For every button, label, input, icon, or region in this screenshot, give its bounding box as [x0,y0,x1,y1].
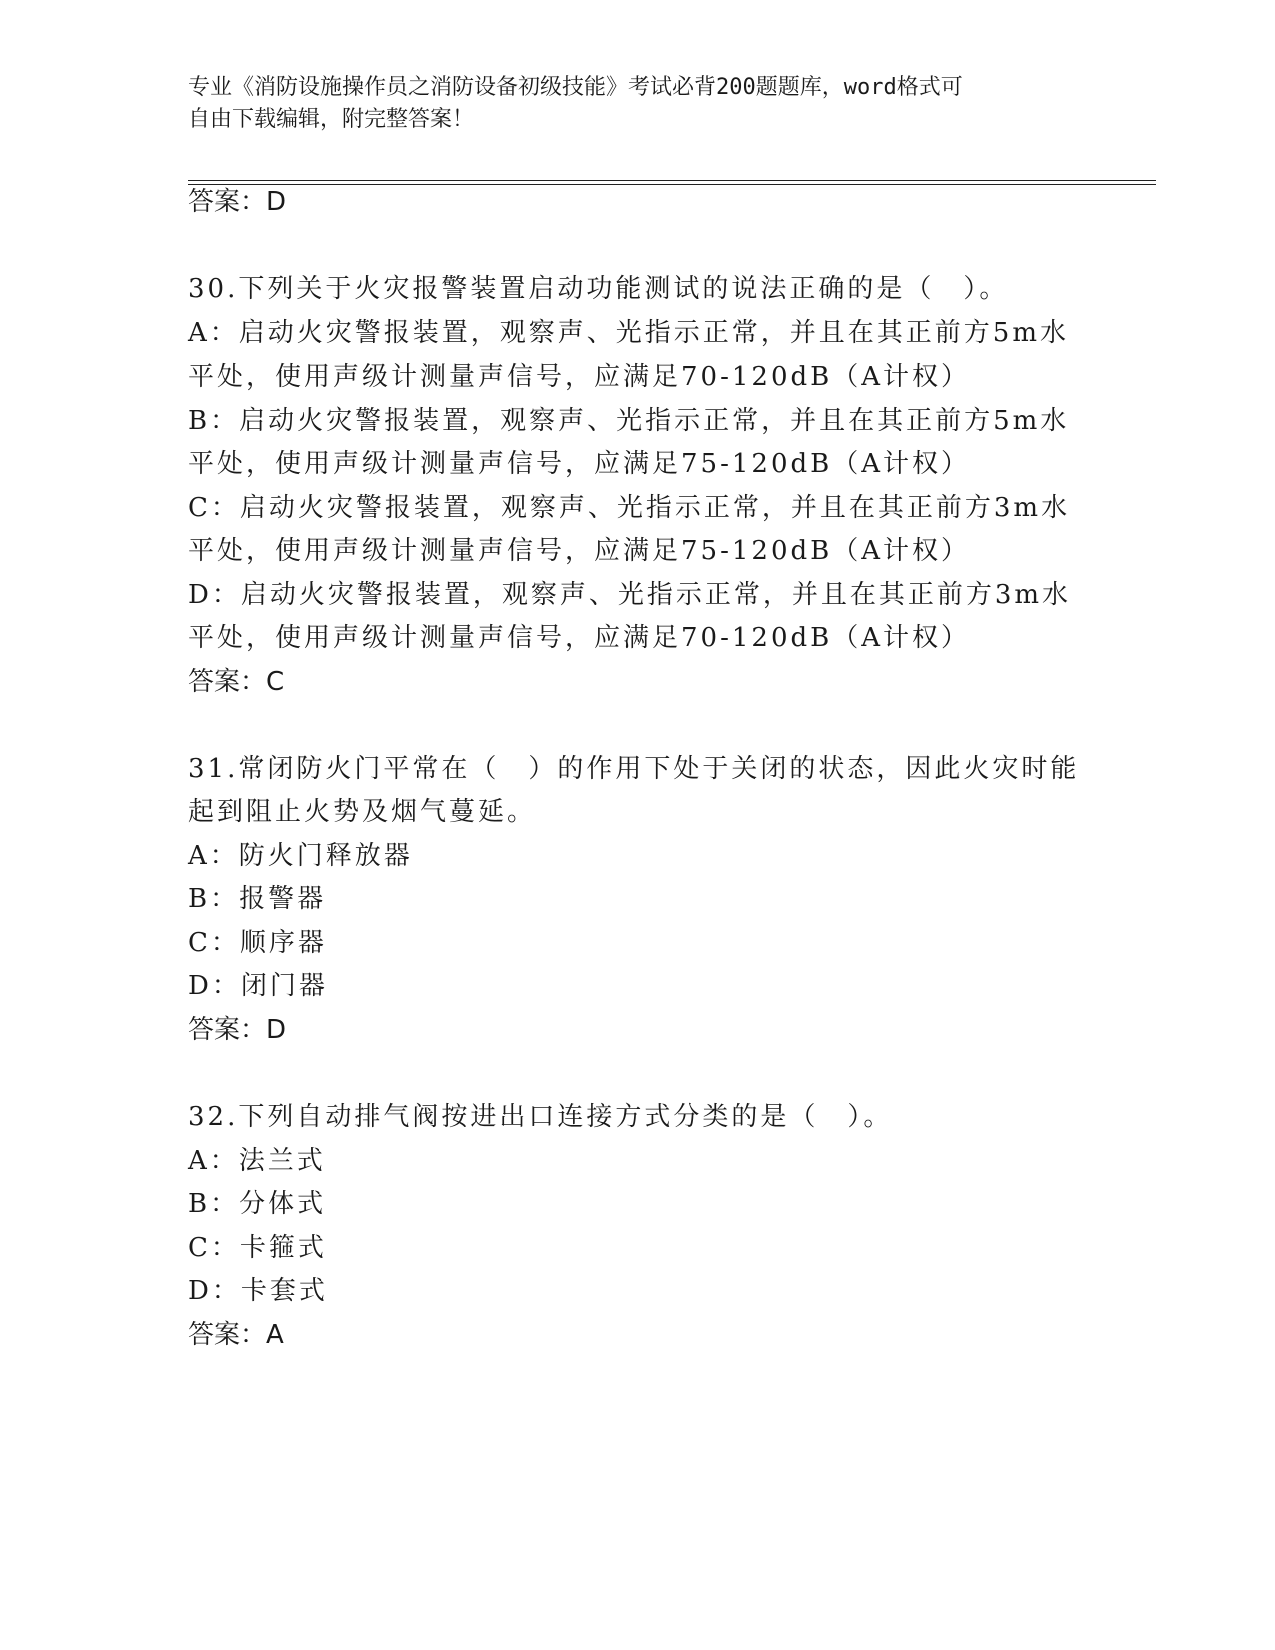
q30-option-d-line-2: 平处，使用声级计测量声信号，应满足70-120dB（A计权） [188,623,971,653]
q31-option-d: D：闭门器 [188,971,328,1001]
q31-stem-line-1: 31.常闭防火门平常在（ ）的作用下处于关闭的状态，因此火灾时能 [188,754,1080,784]
q31-option-c: C：顺序器 [188,928,327,958]
header-rule-top [188,180,1156,181]
q32-answer: 答案：A [188,1320,284,1350]
header-line-2: 自由下载编辑，附完整答案！ [188,107,475,132]
q30-answer: 答案：C [188,667,285,697]
q31-stem-line-2: 起到阻止火势及烟气蔓延。 [188,797,537,827]
q32-stem: 32.下列自动排气阀按进出口连接方式分类的是（ ）。 [188,1102,893,1132]
q32-option-a: A：法兰式 [188,1146,326,1176]
header-line-1: 专业《消防设施操作员之消防设备初级技能》考试必背200题题库，word格式可 [188,75,963,100]
q32-option-c: C：卡箍式 [188,1233,327,1263]
previous-answer: 答案：D [188,187,287,217]
header-rule-bottom [188,184,1156,185]
q30-option-a-line-1: A：启动火灾警报装置，观察声、光指示正常，并且在其正前方5m水 [188,318,1069,348]
q30-option-c-line-2: 平处，使用声级计测量声信号，应满足75-120dB（A计权） [188,536,971,566]
q31-option-b: B：报警器 [188,884,327,914]
q32-option-b: B：分体式 [188,1189,327,1219]
document-header [188,72,1088,136]
q30-option-b-line-2: 平处，使用声级计测量声信号，应满足75-120dB（A计权） [188,449,971,479]
q30-stem: 30.下列关于火灾报警装置启动功能测试的说法正确的是（ ）。 [188,274,1009,304]
q30-option-c-line-1: C：启动火灾警报装置，观察声、光指示正常，并且在其正前方3m水 [188,493,1071,523]
q30-option-b-line-1: B：启动火灾警报装置，观察声、光指示正常，并且在其正前方5m水 [188,406,1070,436]
q30-option-d-line-1: D：启动火灾警报装置，观察声、光指示正常，并且在其正前方3m水 [188,580,1072,610]
q31-option-a: A：防火门释放器 [188,841,413,871]
q30-option-a-line-2: 平处，使用声级计测量声信号，应满足70-120dB（A计权） [188,362,971,392]
q32-option-d: D：卡套式 [188,1276,328,1306]
q31-answer: 答案：D [188,1015,287,1045]
